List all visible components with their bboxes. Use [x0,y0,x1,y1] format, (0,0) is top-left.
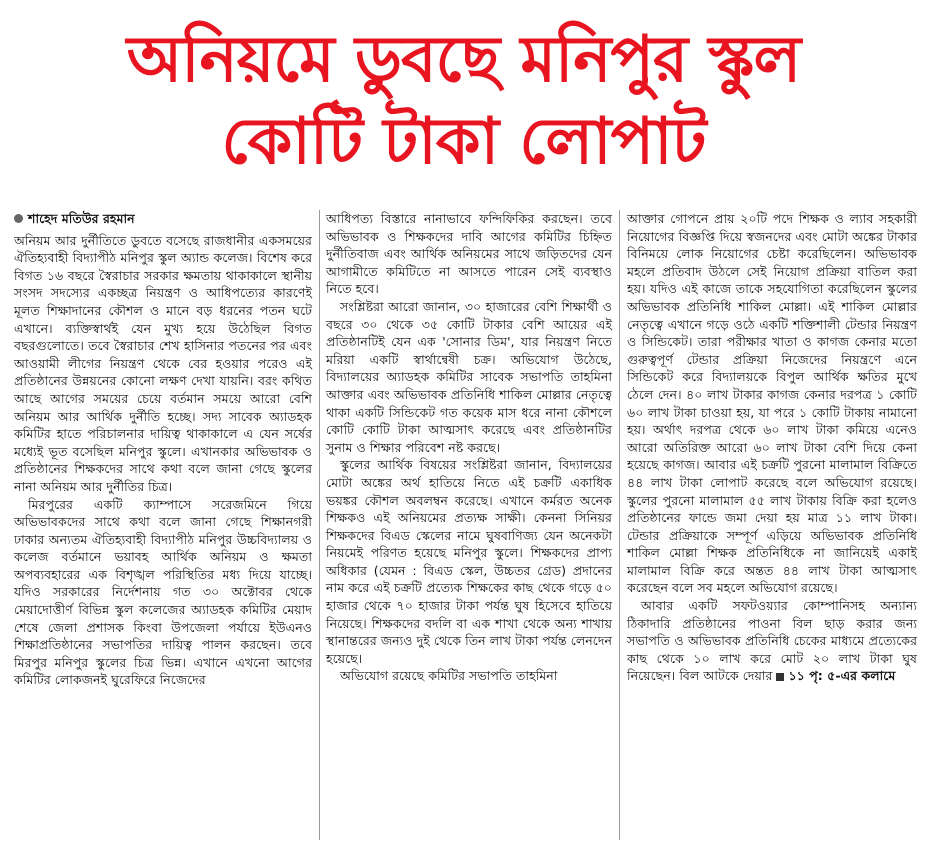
headline-line-2: কোটি টাকা লোপাট [221,105,706,179]
paragraph: সংশ্লিষ্টরা আরো জানান, ৩০ হাজারের বেশি শিক্ষার্থী ও বছরে ৩০ থেকে ৩৫ কোটি টাকার বেশি আয়ের এই প্রতিষ্ঠানটিই যেন এক 'সোনার ডিম', যার নিয়ন্ত্রণ নিতে মরিয়া একটি স্বার্থান্বেষী চক্র। অভিযোগ উঠেছে, বিদ্যালয়ের অ্যাডহক কমিটির সাবেক সভাপতি তাহমিনা আক্তার এবং অভিভাবক প্রতিনিধি শাকিল মোল্লার নেতৃত্বে থাকা একটি সিন্ডিকেট গত কয়েক মাস ধরে নানা কৌশলে কোটি কোটি টাকা আত্মসাৎ করেছে এবং প্রতিষ্ঠানটির সুনাম ও শিক্ষার পরিবেশ নষ্ট করছে। [326,298,612,455]
paragraph: আক্তার গোপনে প্রায় ২০টি পদে শিক্ষক ও ল্যাব সহকারী নিয়োগের বিজ্ঞপ্তি দিয়ে স্বজনদের এবং মোটা অঙ্কের টাকার বিনিময়ে লোক নিয়োগের চেষ্টা করেছিলেন। অভিভাবক মহলে প্রতিবাদ উঠলে সেই নিয়োগ প্রক্রিয়া বাতিল করা হয়। যদিও এই কাজে তাকে সহযোগিতা করেছিলেন স্কুলের অভিভাবক প্রতিনিধি শাকিল মোল্লা। এই শাকিল মোল্লার নেতৃত্বে এখানে গড়ে ওঠে একটি শক্তিশালী টেন্ডার নিয়ন্ত্রণ ও সিন্ডিকেট। তারা পরীক্ষার খাতা ও কাগজ কেনার মতো গুরুত্বপূর্ণ টেন্ডার প্রক্রিয়া নিজেদের নিয়ন্ত্রণে এনে সিন্ডিকেট করে বিদ্যালয়কে বিপুল আর্থিক ক্ষতির মুখে ঠেলে দেন। ৪০ লাখ টাকার কাগজ কেনার দরপত্র ১ কোটি ৬০ লাখ টাকা চাওয়া হয়, যা পরে ১ কোটি টাকায় নামানো হয়। অর্থাৎ দরপত্র থেকে ৬০ লাখ টাকা কমিয়ে এনেও আরো অতিরিক্ত আরো ৬০ লাখ টাকা বেশি দিয়ে কেনা হয়েছে কাগজ। আবার এই চক্রটি পুরনো মালামাল বিক্রিতে ৪৪ লাখ টাকা লোপাট করেছে বলে অভিযোগ রয়েছে। স্কুলের পুরনো মালামাল ৫৫ লাখ টাকায় বিক্রি করা হলেও প্রতিষ্ঠানের ফান্ডে জমা দেয়া হয় মাত্র ১১ লাখ টাকা। টেন্ডার প্রক্রিয়াকে সম্পূর্ণ এড়িয়ে অভিভাবক প্রতিনিধি শাকিল মোল্লা শিক্ষক প্রতিনিধিকে না জানিয়েই একাই মালামাল বিক্রি করে অন্তত ৪৪ লাখ টাকা আত্মসাৎ করেছেন বলে সব মহলে অভিযোগ রয়েছে। [627,211,917,596]
paragraph: স্কুলের আর্থিক বিষয়ের সংশ্লিষ্টরা জানান, বিদ্যালয়ের মোটা অঙ্কের অর্থ হাতিয়ে নিতে এই চক্রটি একাধিক ভয়ঙ্কর কৌশল অবলম্বন করেছে। এখানে কর্মরত অনেক শিক্ষকও এই অনিয়মের প্রত্যক্ষ সাক্ষী। কেননা সিনিয়র শিক্ষকদের বিএড স্কেলের নামে ঘুষবাণিজ্য যেন অনেকটা নিয়মেই পরিণত হয়েছে মনিপুর স্কুলে। শিক্ষকদের প্রাপ্য অধিকার (যেমন : বিএড স্কেল, উচ্চতর গ্রেড) প্রদানের নাম করে এই চক্রটি প্রত্যেক শিক্ষকের কাছ থেকে গড়ে ৫০ হাজার থেকে ৭০ হাজার টাকা পর্যন্ত ঘুষ হিসেবে হাতিয়ে নিয়েছে। শিক্ষকদের বদলি বা এক শাখা থেকে অন্য শাখায় স্থানান্তরের জন্যও দুই থেকে তিন লাখ টাকা পর্যন্ত লেনদেন হয়েছে। [326,457,612,666]
paragraph: অভিযোগ রয়েছে কমিটির সভাপতি তাহমিনা [340,668,558,684]
headline-line-1: অনিয়মে ডুবছে মনিপুর স্কুল [126,23,801,97]
paragraph: আধিপত্য বিস্তারে নানাভাবে ফন্দিফিকির করছেন। তবে অভিভাবক ও শিক্ষকদের দাবি আগের কমিটির চিহ্নিত দুর্নীতিবাজ এবং আর্থিক অনিয়মের সাথে জড়িতদের যেন আগামীতে কমিটিতে না আসতে পারেন সেই ব্যবস্থাও নিতে হবে। [326,211,612,297]
paragraph: মিরপুরের একটি ক্যাম্পাসে সরেজমিনে গিয়ে অভিভাবকদের সাথে কথা বলে জানা গেছে শিক্ষানগরী ঢাকার অন্যতম ঐতিহ্যবাহী বিদ্যাপীঠ মনিপুর উচ্চবিদ্যালয় ও কলেজ বর্তমানে ভয়াবহ আর্থিক অনিয়ম ও ক্ষমতা অপব্যবহারের এক বিশৃঙ্খল পরিস্থিতির মধ্য দিয়ে যাচ্ছে। যদিও সরকারের নির্দেশনায় গত ৩০ অক্টোবর থেকে মেয়াদোত্তীর্ণ বিভিন্ন স্কুল কলেজের অ্যাডহক কমিটির মেয়াদ শেষে জেলা প্রশাসক কিংবা উপজেলা পর্যায়ে ইউএনও শিক্ষাপ্রতিষ্ঠানের সভাপতির দায়িত্ব পালন করছেন। তবে মিরপুর মনিপুর স্কুলের চিত্র ভিন্ন। এখানে এখনো আগের কমিটির লোকজনই ঘুরেফিরে নিজেদের [14,496,312,688]
article-column-2 [326,210,612,685]
article-column-3 [627,210,917,685]
paragraph [627,597,917,685]
byline-author: শাহেদ মতিউর রহমান [28,211,135,226]
square-bullet-icon [776,673,784,681]
column-divider [319,210,320,840]
paragraph: অনিয়ম আর দুর্নীতিতে ডুবতে বসেছে রাজধানীর একসময়ের ঐতিহ্যবাহী বিদ্যাপীঠ মনিপুর স্কুল অ্যান্ড কলেজ। বিশেষ করে বিগত ১৬ বছরে স্বৈরাচার সরকার ক্ষমতায় থাকাকালে স্থানীয় সংসদ সদস্যের একচ্ছত্র নিয়ন্ত্রণ ও আধিপত্যের কারণেই মূলত শিক্ষাদানের কৌশল ও মানে বড় ধরনের পতন ঘটে এখানে। ব্যক্তিস্বার্থই যেন মুখ্য হয়ে উঠেছিল বিগত বছরগুলোতে। তবে স্বৈরাচার শেখ হাসিনার পতনের পর এবং আওয়ামী লীগের নিয়ন্ত্রণ থেকে বের হওয়ার পরেও এই প্রতিষ্ঠানের উন্নয়নের কোনো লক্ষণ দেখা যায়নি। বরং কথিত আছে আগের সময়ের চেয়ে বর্তমান সময়ে আরো বেশি অনিয়ম আর আর্থিক দুর্নীতি হচ্ছে। সদ্য সাবেক অ্যাডহক কমিটির হাতে পরিচালনার দায়িত্ব থাকাকালে এ যেন সর্ষের মধ্যেই ভূত বসেছিল মনিপুর স্কুলে। এখানকার অভিভাবক ও প্রতিষ্ঠানের শিক্ষকদের সাথে কথা বলে জানা গেছে স্কুলের নানা অনিয়ম আর দুর্নীতির চিত্র। [14,232,312,494]
paragraph-text: আবার একটি সফটওয়্যার কোম্পানিসহ অন্যান্য ঠিকাদারি প্রতিষ্ঠানের পাওনা বিল ছাড় করার জন্য সভাপতি ও অভিভাবক প্রতিনিধি চেকের মাধ্যমে প্রত্যেকের কাছ থেকে ১০ লাখ করে মোট ২০ লাখ টাকা ঘুষ নিয়েছেন। বিল আটকে দেয়ার [627,598,917,684]
byline [14,210,312,228]
article-column-1 [14,210,312,689]
column-divider [619,210,620,840]
continuation-jump: ১১ পৃ: ৫-এর কলামে [788,668,896,684]
bullet-icon [14,214,23,223]
